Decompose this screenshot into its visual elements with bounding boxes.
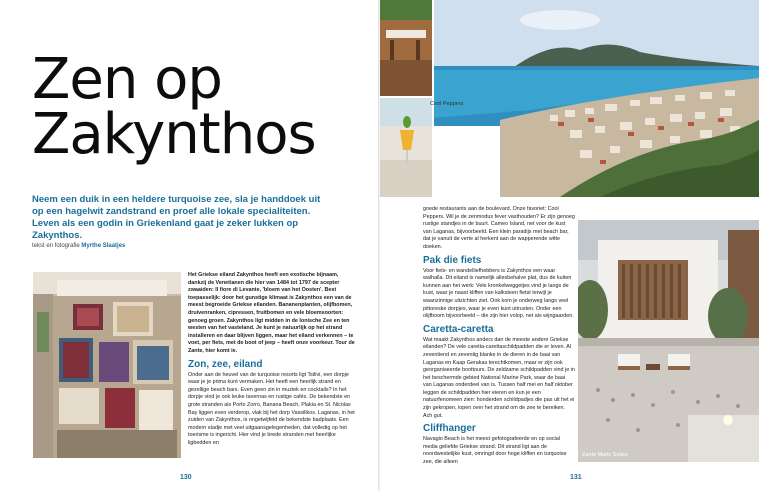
subheading-zon-zee-eiland: Zon, zee, eiland: [188, 358, 263, 370]
body-paragraph-4: Wat maakt Zakynthos anders dan de meeste andere Griekse eilanden? De vele caretta-carettaschildpadden die er leven. Al zeventiend en zeventig blanke in de dieren in de baai van Laganas en Kaap Gerakas terechtkomen, maar er zijn ook georganiseerde boottours. De zeldzame schildpadden vind je in het beschermde gebied National Marine Park, waar de baai van Laganas onderdeel van is. Tussen half mei en half oktober leggen de schildpadden hier eieren en kun je een natuurfenomeen zien: honderden schildpadjes die pas uit het ei zijn gekropen, lopen over het strand om de zee te bereiken. Ach gut.: [423, 336, 575, 419]
byline-prefix: tekst en fotografie: [32, 243, 80, 249]
hotel-courtyard-photo: [578, 220, 759, 462]
title-line-1: Zen op: [32, 47, 222, 112]
byline: [32, 243, 125, 249]
byline-name: Myrthe Slaatjes: [81, 243, 126, 249]
body-paragraph-1: Onder aan de heuvel van de turquoise resorts ligt Tsilivi, een dorpje waar je je prima kunt vermaken. Het heeft een heerlijk strand en gezellige beach bars. Even geen zin in muziek en cocktails? In het dorpje vind je ook leuke tavernas en rustige cafés. De bekendste en grote stranden als Porto Zorro, Banana Beach, Plakia en St. Nicolas Bay liggen even verderop, vlak bij het dorp Vassilikos. Laganas, in het zuiden van Zakynthos, is ongetwijfeld de bekendste badplaats. Een modern stadje met veel uitgaansgelegenheden, dat volledig op het toerisme is ingericht. Hier vind je brede stranden met heerlijke ligbedden en: [188, 371, 355, 446]
left-body-column: [188, 272, 356, 447]
page-number-left: 130: [180, 474, 192, 481]
body-paragraph-2: goede restaurants aan de boulevard. Onze favoriet: Cool Peppers. Wil je de zenmodus fever vasthouden? Er zijn genoeg rustige standjes in de buurt. Cameo Island, net voor de kust van Laganas, bijvoorbeeld. Een klein paradijs met beach bar, dat je vanuit de verte al herkent aan de wapperende witte doeken.: [423, 206, 575, 250]
body-paragraph-3: Voor fiets- en wandelliefhebbers is Zakynthos een waar walhalla. Dit eiland is namelijk allesbehalve plat, dus de kuiten kunnen aan het werk: Vele kronkelweggetjes vind je langs de kust, waar je naast kliffen van kalksteen fietst terwijl je waanzinnige uitzichten ziet. Ook kom je onderweg langs veel pittoreske dorpjes, waar je even kunt uitrusten. Onder een olijfboom bijvoorbeeld – die zijn hier volop, net als wijngaarden.: [423, 267, 574, 320]
title-line-2: Zakynthos: [32, 102, 316, 167]
lead-paragraph: Het Griekse eiland Zakynthos heeft een exotische bijnaam, dankzij de Venetianen die hier van 1484 tot 1797 de scepter zwaaiden: Il fiore di Levante, 'bloem van het Oosten'. Best toepasselijk: door het gunstige klimaat is Zakynthos een van de meest begroeide Griekse eilanden. Bananenplanten, olijfbomen, druivenranken, cipressen, fruitbomen en vele bloemsoorten: genoeg groen. Zakynthos ligt midden in de Ionische Zee en ten westen van het vasteland. Je kunt je natuurlijk op het strand installeren en daar blijven liggen, maar het eiland verkennen – te voet, per fiets, met de boot of jeep – heeft onze voorkeur. Tour de Zante, hier komt ie.: [188, 272, 355, 354]
right-body-column: [423, 206, 575, 467]
subheading-caretta-caretta: Caretta-caretta: [423, 323, 494, 335]
body-paragraph-5: Navagio Beach is het meest gefotografeerde en op social media geliefde Griekse strand. Dit strand ligt aan de noordwestelijke kust, omringd door hoge kliffen en turquoise zee, die alleen: [423, 436, 567, 466]
article-title: [32, 47, 332, 167]
subheading-pak-die-fiets: Pak die fiets: [423, 254, 482, 266]
market-photo: [33, 272, 181, 458]
intro-paragraph: Neem een duik in een heldere turquoise zee, sla je handdoek uit op een hagelwit zandstrand en proef alle lokale specialiteiten. Leven als een godin in Griekenland gaat je zeker lukken op Zakynthos.: [32, 194, 321, 241]
caption-zante-maris-suites: Zante Maris Suites: [582, 452, 628, 458]
zakynthos-town-photo: [380, 0, 759, 197]
page-number-right: 131: [570, 474, 582, 481]
subheading-cliffhanger: Cliffhanger: [423, 423, 476, 435]
caption-cool-peppers: Cool Peppers: [430, 101, 464, 107]
